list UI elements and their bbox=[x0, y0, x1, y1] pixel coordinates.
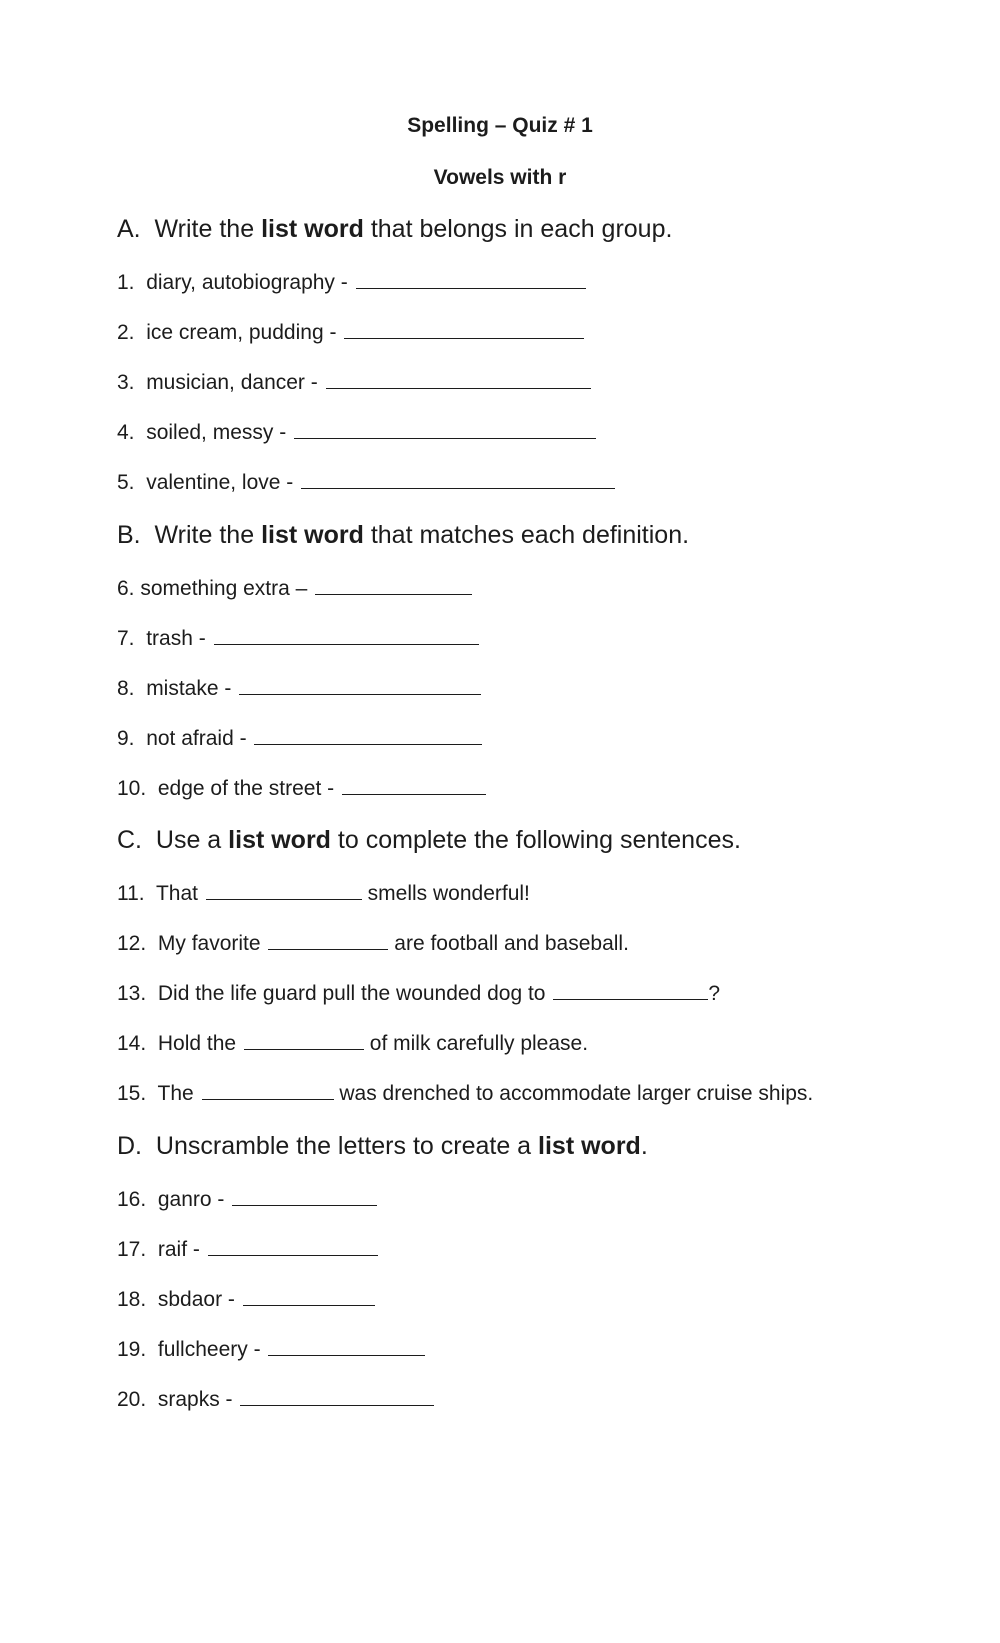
sentence-item: 13. Did the life guard pull the wounded dog to ? bbox=[117, 982, 721, 1005]
list-item: 5. valentine, love - bbox=[117, 470, 615, 495]
answer-blank[interactable] bbox=[206, 881, 362, 900]
list-item: 16. ganro - bbox=[117, 1187, 377, 1212]
answer-blank[interactable] bbox=[268, 1337, 425, 1356]
answer-blank[interactable] bbox=[344, 320, 584, 339]
list-item: 7. trash - bbox=[117, 626, 479, 651]
answer-blank[interactable] bbox=[254, 726, 482, 745]
list-item: 18. sbdaor - bbox=[117, 1287, 375, 1312]
answer-blank[interactable] bbox=[232, 1187, 377, 1206]
quiz-subtitle: Vowels with r bbox=[433, 166, 567, 189]
list-item: 9. not afraid - bbox=[117, 726, 482, 751]
list-item: 4. soiled, messy - bbox=[117, 420, 596, 445]
sentence-item: 11. That smells wonderful! bbox=[117, 882, 530, 905]
answer-blank[interactable] bbox=[301, 470, 615, 489]
answer-blank[interactable] bbox=[553, 981, 708, 1000]
list-item: 6. something extra – bbox=[117, 576, 472, 601]
answer-blank[interactable] bbox=[342, 776, 486, 795]
list-item: 3. musician, dancer - bbox=[117, 370, 591, 395]
section-b-heading: B. Write the list word that matches each definition. bbox=[117, 521, 690, 549]
list-item: 19. fullcheery - bbox=[117, 1337, 425, 1362]
answer-blank[interactable] bbox=[315, 576, 472, 595]
section-a-heading: A. Write the list word that belongs in each group. bbox=[117, 215, 673, 243]
answer-blank[interactable] bbox=[243, 1287, 375, 1306]
list-item: 1. diary, autobiography - bbox=[117, 270, 586, 295]
list-item: 17. raif - bbox=[117, 1237, 378, 1262]
answer-blank[interactable] bbox=[239, 676, 481, 695]
quiz-title: Spelling – Quiz # 1 bbox=[407, 114, 593, 137]
answer-blank[interactable] bbox=[214, 626, 479, 645]
sentence-item: 15. The was drenched to accommodate larger cruise ships. bbox=[117, 1082, 814, 1105]
list-item: 2. ice cream, pudding - bbox=[117, 320, 584, 345]
answer-blank[interactable] bbox=[268, 931, 388, 950]
section-c-heading: C. Use a list word to complete the following sentences. bbox=[117, 826, 741, 854]
list-item: 20. srapks - bbox=[117, 1387, 434, 1412]
list-item: 8. mistake - bbox=[117, 676, 481, 701]
sentence-item: 14. Hold the of milk carefully please. bbox=[117, 1032, 589, 1055]
answer-blank[interactable] bbox=[326, 370, 591, 389]
answer-blank[interactable] bbox=[294, 420, 596, 439]
answer-blank[interactable] bbox=[202, 1081, 334, 1100]
answer-blank[interactable] bbox=[356, 270, 586, 289]
list-item: 10. edge of the street - bbox=[117, 776, 486, 801]
answer-blank[interactable] bbox=[240, 1387, 434, 1406]
sentence-item: 12. My favorite are football and baseball. bbox=[117, 932, 629, 955]
answer-blank[interactable] bbox=[208, 1237, 378, 1256]
section-d-heading: D. Unscramble the letters to create a list word. bbox=[117, 1132, 648, 1160]
answer-blank[interactable] bbox=[244, 1031, 364, 1050]
